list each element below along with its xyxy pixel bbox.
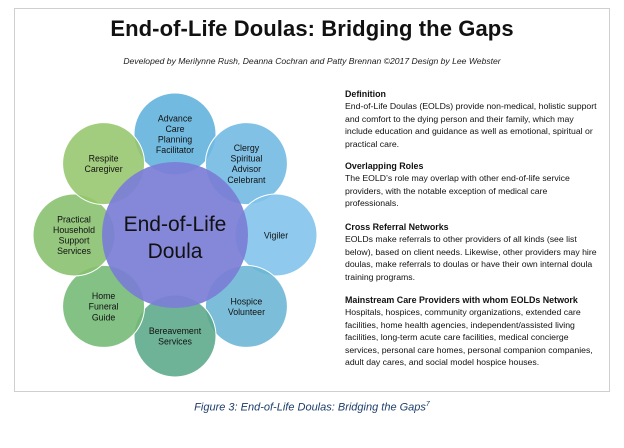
section-cross-referral (345, 221, 603, 283)
petal-label: Volunteer (227, 307, 266, 318)
petal-label: Hospice (230, 296, 263, 307)
section-mainstream-providers (345, 294, 603, 368)
section-heading: Overlapping Roles (345, 161, 424, 171)
petal-label: Vigiler (263, 230, 289, 241)
center-label: End-of-Life (123, 213, 227, 236)
petal-label: Advisor (231, 164, 262, 175)
petal-label: Caregiver (84, 164, 123, 175)
section-body: The EOLD’s role may overlap with other end-of-life service providers, with the notable exception of medical care professionals. (345, 173, 570, 209)
petal-label: Clergy (233, 142, 260, 153)
petal-label: Funeral (88, 301, 119, 312)
petal-label: Advance (157, 113, 193, 124)
section-body: End-of-Life Doulas (EOLDs) provide non-medical, holistic support and comfort to the dying person and their family, which may include education and guidance as well as emotional, spiritual or practical care. (345, 101, 597, 149)
petal-label: Practical (57, 214, 91, 225)
petal-label: Spiritual (230, 153, 263, 164)
diagram-title: End-of-Life Doulas: Bridging the Gaps (110, 16, 514, 41)
petal-label: Guide (91, 312, 116, 323)
figure-caption (0, 401, 624, 414)
petal-label: Respite (88, 153, 119, 164)
petal-label: Support (58, 235, 90, 246)
caption-text: Figure 3: End-of-Life Doulas: Bridging the Gaps (194, 401, 426, 414)
petal-label: Bereavement (148, 326, 202, 336)
section-heading: Mainstream Care Providers with whom EOLDs Network (345, 295, 578, 305)
section-overlapping-roles (345, 160, 603, 210)
petal-label: Services (158, 336, 192, 347)
section-definition (345, 88, 603, 150)
petal-label: Household (52, 225, 96, 235)
petal-label: Home (91, 291, 116, 302)
petal-label: Celebrant (227, 174, 266, 185)
center-label: Doula (147, 240, 203, 263)
section-body: EOLDs make referrals to other providers of all kinds (see list below), based on client needs. Likewise, other providers may hire doulas, make referrals to doulas or have their own internal doula training programs. (345, 234, 597, 282)
petal-label: Care (165, 124, 185, 134)
petal-label: Facilitator (155, 145, 195, 156)
caption-footnote: 7 (425, 401, 430, 408)
section-heading: Cross Referral Networks (345, 222, 449, 232)
petal-label: Planning (157, 134, 193, 145)
petal-label: Services (57, 246, 91, 257)
section-heading: Definition (345, 89, 386, 99)
credit-line: Developed by Merilynne Rush, Deanna Cochran and Patty Brennan ©2017 Design by Lee Webster (123, 56, 501, 66)
section-body: Hospitals, hospices, community organizations, extended care facilities, home health agencies, independent/assisted living facilities, long-term acute care facilities, medical concierge services, personal care homes, personal companion companies, adult day cares, and social model hospice houses. (345, 307, 593, 368)
